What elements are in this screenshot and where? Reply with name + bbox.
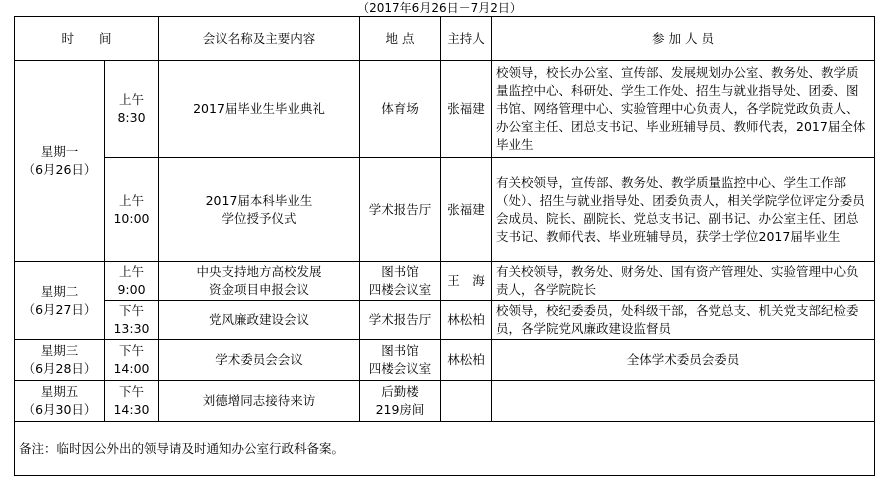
meeting-line: 学位授予仪式 xyxy=(221,210,297,226)
place-line: 图书馆 xyxy=(381,264,419,279)
day-name: 星期三 xyxy=(40,343,79,358)
time-clock: 14:00 xyxy=(113,361,150,376)
time-clock: 10:00 xyxy=(113,210,150,226)
attendees-cell xyxy=(492,381,875,422)
place-cell xyxy=(360,381,441,422)
place-cell xyxy=(360,340,441,381)
host-cell: 王 海 xyxy=(441,262,492,301)
time-slot: 下午 xyxy=(119,303,145,318)
meeting-line: 中央支持地方高校发展 xyxy=(196,264,322,279)
time-cell xyxy=(105,262,159,301)
host-cell: 张福建 xyxy=(441,158,492,262)
place-line: 219房间 xyxy=(375,402,425,417)
day-name: 星期二 xyxy=(40,283,79,299)
meeting-cell: 党风廉政建设会议 xyxy=(159,301,360,340)
time-cell xyxy=(105,381,159,422)
place-cell: 学术报告厅 xyxy=(360,301,441,340)
place-line: 后勤楼 xyxy=(381,384,419,399)
attendees-cell: 全体学术委员会委员 xyxy=(492,340,875,381)
day-date: （6月30日） xyxy=(22,402,97,417)
time-slot: 下午 xyxy=(119,384,145,399)
meeting-cell xyxy=(159,262,360,301)
day-cell xyxy=(15,381,105,422)
header-attendees: 参 加 人 员 xyxy=(492,17,875,61)
day-date: （6月26日） xyxy=(22,162,97,177)
place-line: 图书馆 xyxy=(381,343,419,358)
attendees-cell: 有关校领导，教务处、财务处、国有资产管理处、实验管理中心负责人，各学院院长 xyxy=(492,262,875,301)
time-clock: 14:30 xyxy=(113,402,150,417)
day-date: （6月28日） xyxy=(22,361,97,376)
time-slot: 下午 xyxy=(119,343,145,358)
time-clock: 13:30 xyxy=(113,321,150,336)
header-place: 地 点 xyxy=(360,17,441,61)
day-name: 星期五 xyxy=(40,384,79,399)
time-slot: 上午 xyxy=(119,264,145,279)
time-clock: 9:00 xyxy=(117,282,146,297)
host-cell xyxy=(441,381,492,422)
day-cell xyxy=(15,262,105,340)
table-row xyxy=(15,340,875,381)
time-cell xyxy=(105,301,159,340)
header-row xyxy=(15,17,875,61)
table-row xyxy=(15,61,875,158)
day-date: （6月27日） xyxy=(22,301,97,317)
table-row xyxy=(15,381,875,422)
meeting-cell: 学术委员会会议 xyxy=(159,340,360,381)
meeting-cell xyxy=(159,158,360,262)
time-cell xyxy=(105,158,159,262)
host-cell: 林松柏 xyxy=(441,301,492,340)
header-host: 主持人 xyxy=(441,17,492,61)
time-cell xyxy=(105,340,159,381)
schedule-date-range: （2017年6月26日－7月2日） xyxy=(357,1,522,15)
host-cell: 林松柏 xyxy=(441,340,492,381)
time-cell xyxy=(105,61,159,158)
attendees-cell: 校领导，校纪委委员，处科级干部，各党总支、机关党支部纪检委员，各学院党风廉政建设监督员 xyxy=(492,301,875,340)
day-cell xyxy=(15,340,105,381)
day-cell xyxy=(15,61,105,262)
attendees-cell: 有关校领导，宣传部、教务处、教学质量监控中心、学生工作部（处）、招生与就业指导处、团委负责人，相关学院学位评定分委员会成员、院长、副院长、党总支书记、副书记、办公室主任、团总支书记、教师代表、毕业班辅导员，获学士学位2017届毕业生 xyxy=(492,158,875,262)
meeting-cell: 刘德增同志接待来访 xyxy=(159,381,360,422)
remark-note: 备注：临时因公外出的领导请及时通知办公室行政科备案。 xyxy=(15,422,875,476)
place-cell xyxy=(360,262,441,301)
meeting-cell: 2017届毕业生毕业典礼 xyxy=(159,61,360,158)
day-name: 星期一 xyxy=(40,144,79,159)
table-row xyxy=(15,158,875,262)
place-line: 四楼会议室 xyxy=(368,361,432,376)
meeting-line: 2017届本科毕业生 xyxy=(205,192,313,208)
place-cell: 体育场 xyxy=(360,61,441,158)
table-row xyxy=(15,262,875,301)
time-slot: 上午 xyxy=(119,92,145,107)
table-row xyxy=(15,301,875,340)
time-clock: 8:30 xyxy=(117,110,146,125)
note-row xyxy=(15,422,875,476)
attendees-cell: 校领导，校长办公室、宣传部、发展规划办公室、教务处、教学质量监控中心、科研处、学生工作处、招生与就业指导处、团委、图书馆、网络管理中心、实验管理中心负责人，各学院党政负责人、办公室主任、团总支书记、毕业班辅导员、教师代表，2017届全体毕业生 xyxy=(492,61,875,158)
header-meeting: 会议名称及主要内容 xyxy=(159,17,360,61)
header-time: 时 间 xyxy=(15,17,159,61)
place-line: 四楼会议室 xyxy=(368,282,432,297)
meeting-schedule-table xyxy=(14,16,875,476)
meeting-line: 资金项目申报会议 xyxy=(209,282,310,297)
time-slot: 上午 xyxy=(119,192,145,208)
place-cell: 学术报告厅 xyxy=(360,158,441,262)
host-cell: 张福建 xyxy=(441,61,492,158)
